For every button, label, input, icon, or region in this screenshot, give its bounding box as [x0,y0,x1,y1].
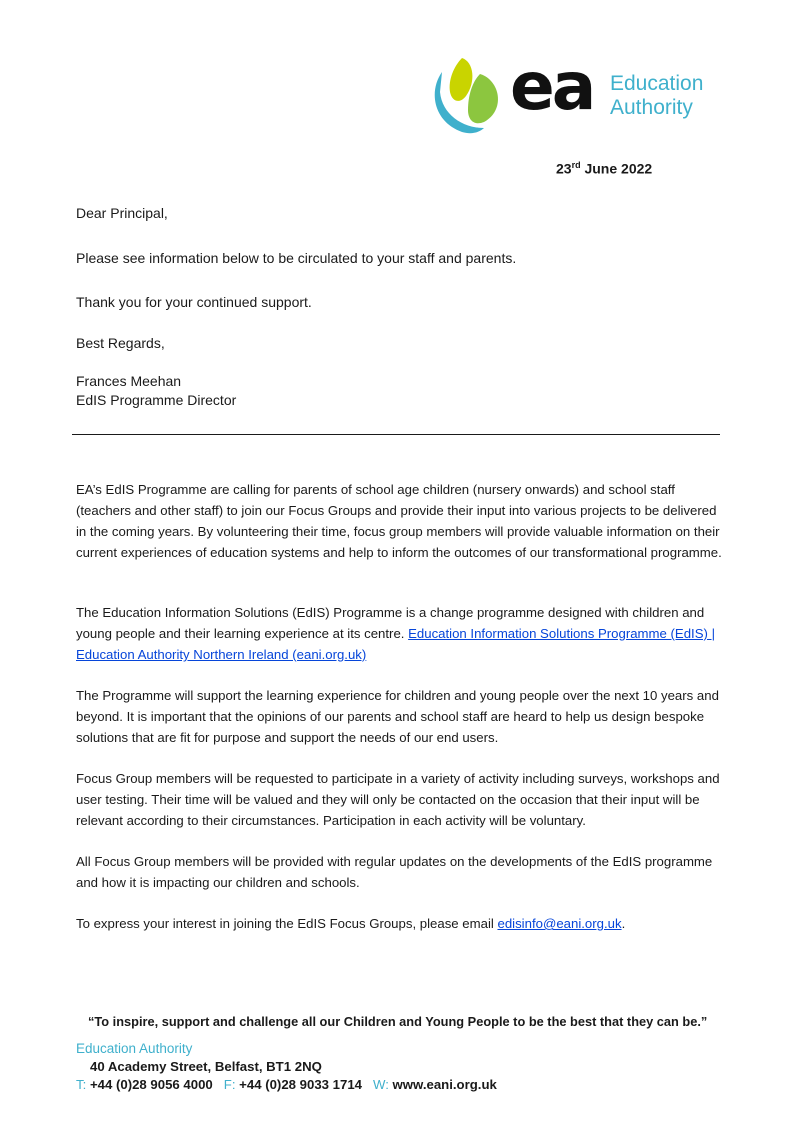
education-authority-logo [428,48,728,136]
email-link[interactable]: edisinfo@eani.org.uk [497,916,622,931]
tel-number: +44 (0)28 9056 4000 [89,1077,213,1092]
web-label: W: [373,1077,389,1092]
paragraph-4: Focus Group members will be requested to participate in a variety of activity including surveys, workshops and user testing. Their time will be valued and they will only be contacted on the occasion that their input will be relevant according to their circumstances. Participation in each activity will be voluntary. [76,771,720,828]
paragraph-5: All Focus Group members will be provided with regular updates on the developments of the EdIS programme and how it is impacting our children and schools. [76,854,713,890]
paragraph-2 [76,602,726,665]
tel-label: T: [76,1077,87,1092]
logo-wordmark [610,72,703,120]
letter-line-2: Thank you for your continued support. [76,294,312,310]
footer-contact [76,1077,497,1092]
paragraph-3: The Programme will support the learning experience for children and young people over the next 10 years and beyond. It is important that the opinions of our parents and school staff are heard to help us design bespoke solutions that are fit for purpose and support the needs of our end users. [76,688,719,745]
letter-date [556,160,652,177]
footer-motto: “To inspire, support and challenge all our Children and Young People to be the best that they can be.” [88,1014,708,1029]
fax-label: F: [223,1077,236,1092]
paragraph-2-text: The Education Information Solutions (EdIS) Programme is a change programme designed with children and young people and their learning experience at its centre. [76,605,705,641]
divider-line [72,434,720,435]
date-rest: June 2022 [580,160,653,177]
salutation: Dear Principal, [76,205,168,221]
closing: Best Regards, [76,335,165,351]
date-day: 23 [556,160,572,177]
sender-name: Frances Meehan [76,373,182,389]
paragraph-6-end: . [621,916,626,931]
paragraph-6-text: To express your interest in joining the EdIS Focus Groups, please email [76,916,498,931]
paragraph-1: EA’s EdIS Programme are calling for parents of school age children (nursery onwards) and school staff (teachers and other staff) to join our Focus Groups and provide their input into various projects to be delivered in the coming years. By volunteering their time, focus group members will provide valuable information on their current experiences of education systems and help to inform the outcomes of our transformational programme. [76,482,722,560]
footer-address: 40 Academy Street, Belfast, BT1 2NQ [90,1059,322,1074]
footer-org-name: Education Authority [76,1041,193,1056]
edis-programme-link[interactable]: Education Information Solutions Programme (EdIS) | Education Authority Northern Ireland (eani.org.uk) [76,626,715,662]
ea-leaf-icon [428,52,512,136]
logo-ea-mark: ea [510,48,594,125]
paragraph-6 [76,913,726,934]
logo-name-line2: Authority [610,96,693,119]
web-address: www.eani.org.uk [392,1077,497,1092]
date-suffix: rd [571,160,581,170]
letter-line-1: Please see information below to be circulated to your staff and parents. [76,250,517,266]
sender-title: EdIS Programme Director [76,392,237,408]
logo-name-line1: Education [610,72,704,95]
fax-number: +44 (0)28 9033 1714 [239,1077,362,1092]
